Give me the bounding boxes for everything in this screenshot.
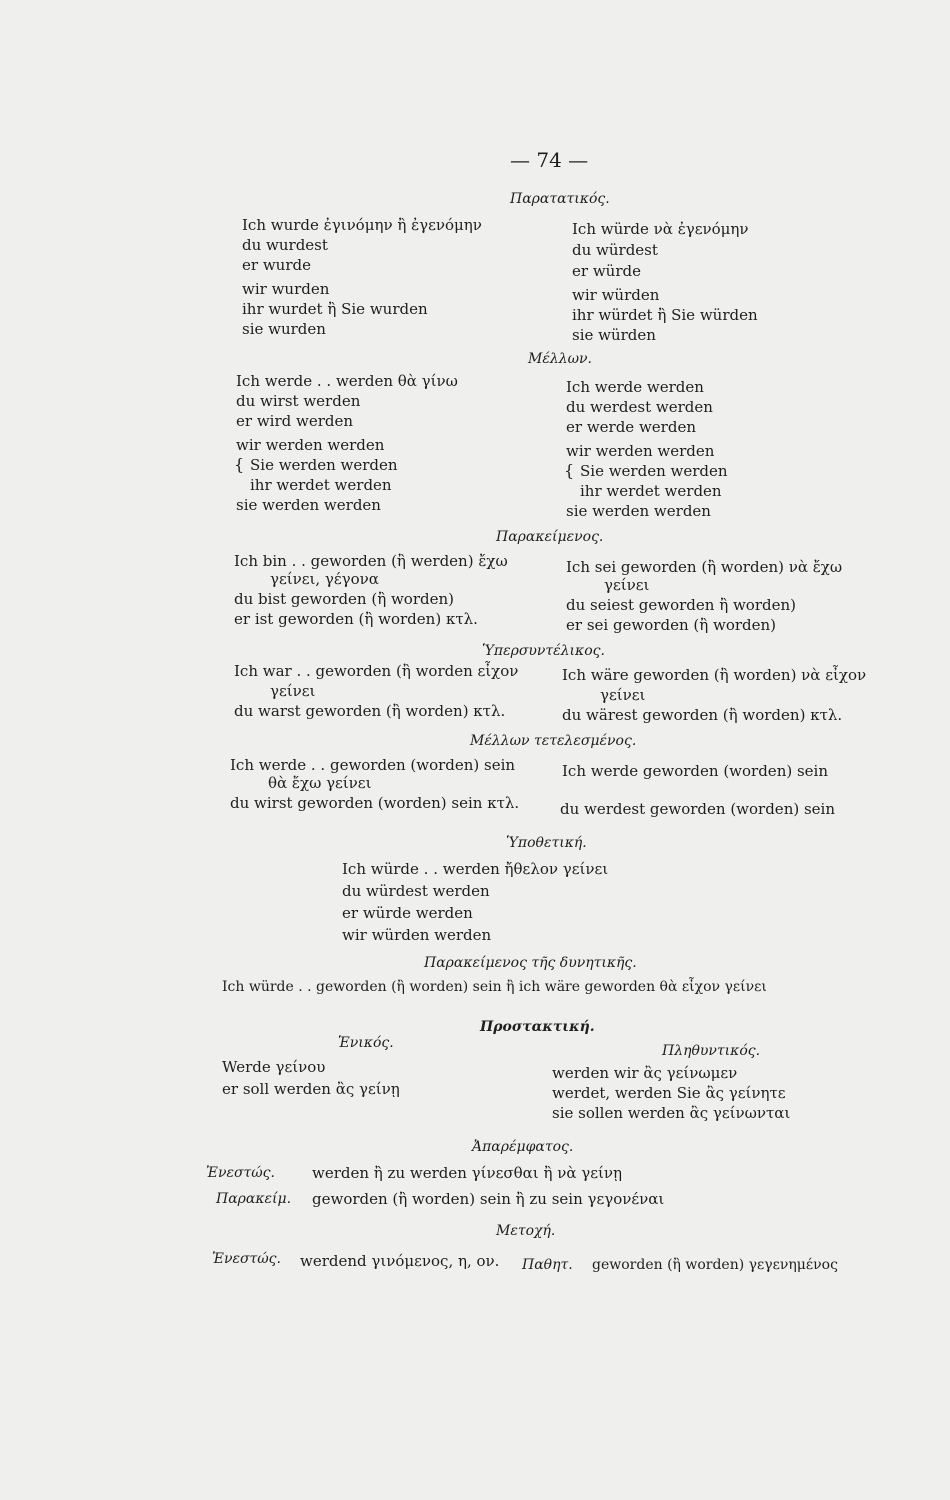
text-line: Werde γείνου	[222, 1058, 326, 1076]
text-line: du wirst geworden (worden) sein κτλ.	[230, 794, 520, 812]
text-line: du werdest geworden (worden) sein	[560, 800, 836, 818]
text-line: werdend γινόμενος, η, ον.	[300, 1252, 500, 1270]
text-line: γείνει	[270, 682, 316, 700]
text-line: du würdest werden	[342, 882, 490, 900]
text-line: ihr wurdet ἢ Sie wurden	[242, 300, 428, 318]
text-line: geworden (ἢ worden) γεγενημένος	[592, 1257, 838, 1273]
label-enestos: Ἐνεστώς.	[206, 1165, 275, 1181]
text-line: du seiest geworden ἢ worden)	[566, 596, 796, 614]
text-line: er sei geworden (ἢ worden)	[566, 616, 777, 634]
heading-paratatikos: Παρατατικός.	[510, 191, 610, 207]
text-line: Sie werden werden	[580, 462, 728, 480]
label-enestos: Ἐνεστώς.	[212, 1251, 281, 1267]
text-line: er wurde	[242, 256, 311, 274]
text-line: du wurdest	[242, 236, 328, 254]
text-line: Ich werde werden	[566, 378, 704, 396]
text-line: du bist geworden (ἢ worden)	[234, 590, 454, 608]
heading-enikos: Ἑνικός.	[338, 1035, 394, 1051]
text-line: Ich werde . . werden θὰ γίνω	[236, 372, 458, 390]
text-line: Ich würde νὰ ἐγενόμην	[572, 220, 749, 238]
text-line: sie würden	[572, 326, 656, 344]
text-line: sie werden werden	[236, 496, 381, 514]
heading-plithyntikos: Πληθυντικός.	[662, 1043, 761, 1059]
text-line: γείνει, γέγονα	[270, 570, 379, 588]
text-line: er wird werden	[236, 412, 354, 430]
text-line: γείνει	[604, 576, 650, 594]
label-parakeim: Παρακείμ.	[216, 1191, 292, 1207]
text-line: ihr würdet ἢ Sie würden	[572, 306, 758, 324]
text-line: wir wurden	[242, 280, 330, 298]
text-line: γείνει	[600, 686, 646, 704]
label-pathit: Παθητ.	[522, 1257, 573, 1273]
brace: {	[564, 461, 575, 480]
text-line: Ich sei geworden (ἢ worden) νὰ ἔχω	[566, 558, 843, 576]
heading-ypothetiki: Ὑποθετική.	[506, 835, 587, 851]
page-number: — 74 —	[510, 148, 589, 172]
text-line: er würde	[572, 262, 641, 280]
text-line: wir werden werden	[236, 436, 385, 454]
text-line: du würdest	[572, 241, 658, 259]
brace: {	[234, 455, 245, 474]
text-line: Ich würde . . geworden (ἢ worden) sein ἢ ich wäre geworden θὰ εἶχον γείνει	[222, 979, 767, 995]
text-line: er soll werden ἂς γείνῃ	[222, 1080, 400, 1098]
text-line: Ich wäre geworden (ἢ worden) νὰ εἶχον	[562, 666, 867, 684]
text-line: sie werden werden	[566, 502, 711, 520]
text-line: Ich würde . . werden ἤθελον γείνει	[342, 860, 609, 878]
text-line: Ich werde geworden (worden) sein	[562, 762, 829, 780]
text-line: Ich war . . geworden (ἢ worden εἶχον	[234, 662, 519, 680]
text-line: sie wurden	[242, 320, 326, 338]
text-line: wir würden	[572, 286, 660, 304]
heading-metochi: Μετοχή.	[496, 1223, 556, 1239]
text-line: du wärest geworden (ἢ worden) κτλ.	[562, 706, 843, 724]
text-line: ihr werdet werden	[250, 476, 392, 494]
heading-parakeimenos-dynitikis: Παρακείμενος τῆς δυνητικῆς.	[424, 955, 637, 971]
heading-prostaktiki: Προστακτική.	[480, 1019, 595, 1035]
text-line: geworden (ἢ worden) sein ἢ zu sein γεγονέναι	[312, 1190, 665, 1208]
text-line: du wirst werden	[236, 392, 361, 410]
text-line: werdet, werden Sie ἂς γείνητε	[552, 1084, 786, 1102]
text-line: Ich wurde ἐγινόμην ἢ ἐγενόμην	[242, 216, 482, 234]
heading-mellon-tetelesmenos: Μέλλων τετελεσμένος.	[470, 733, 637, 749]
text-line: Ich bin . . geworden (ἢ werden) ἔχω	[234, 552, 508, 570]
text-line: sie sollen werden ἂς γείνωνται	[552, 1104, 791, 1122]
text-line: er werde werden	[566, 418, 696, 436]
text-line: werden wir ἂς γείνωμεν	[552, 1064, 738, 1082]
text-line: wir werden werden	[566, 442, 715, 460]
text-line: θὰ ἔχω γείνει	[268, 774, 372, 792]
text-line: Ich werde . . geworden (worden) sein	[230, 756, 516, 774]
heading-aparemfatos: Ἀπαρέμφατος.	[472, 1139, 574, 1155]
text-line: Sie werden werden	[250, 456, 398, 474]
heading-parakeimenos: Παρακείμενος.	[496, 529, 604, 545]
text-line: wir würden werden	[342, 926, 492, 944]
text-line: du warst geworden (ἢ worden) κτλ.	[234, 702, 506, 720]
heading-mellon: Μέλλων.	[528, 351, 592, 367]
text-line: du werdest werden	[566, 398, 713, 416]
text-line: er würde werden	[342, 904, 473, 922]
text-line: ihr werdet werden	[580, 482, 722, 500]
heading-yperisyntelikos: Ὑπερσυντέλικος.	[482, 643, 605, 659]
text-line: er ist geworden (ἢ worden) κτλ.	[234, 610, 478, 628]
text-line: werden ἢ zu werden γίνεσθαι ἢ νὰ γείνῃ	[312, 1164, 622, 1182]
